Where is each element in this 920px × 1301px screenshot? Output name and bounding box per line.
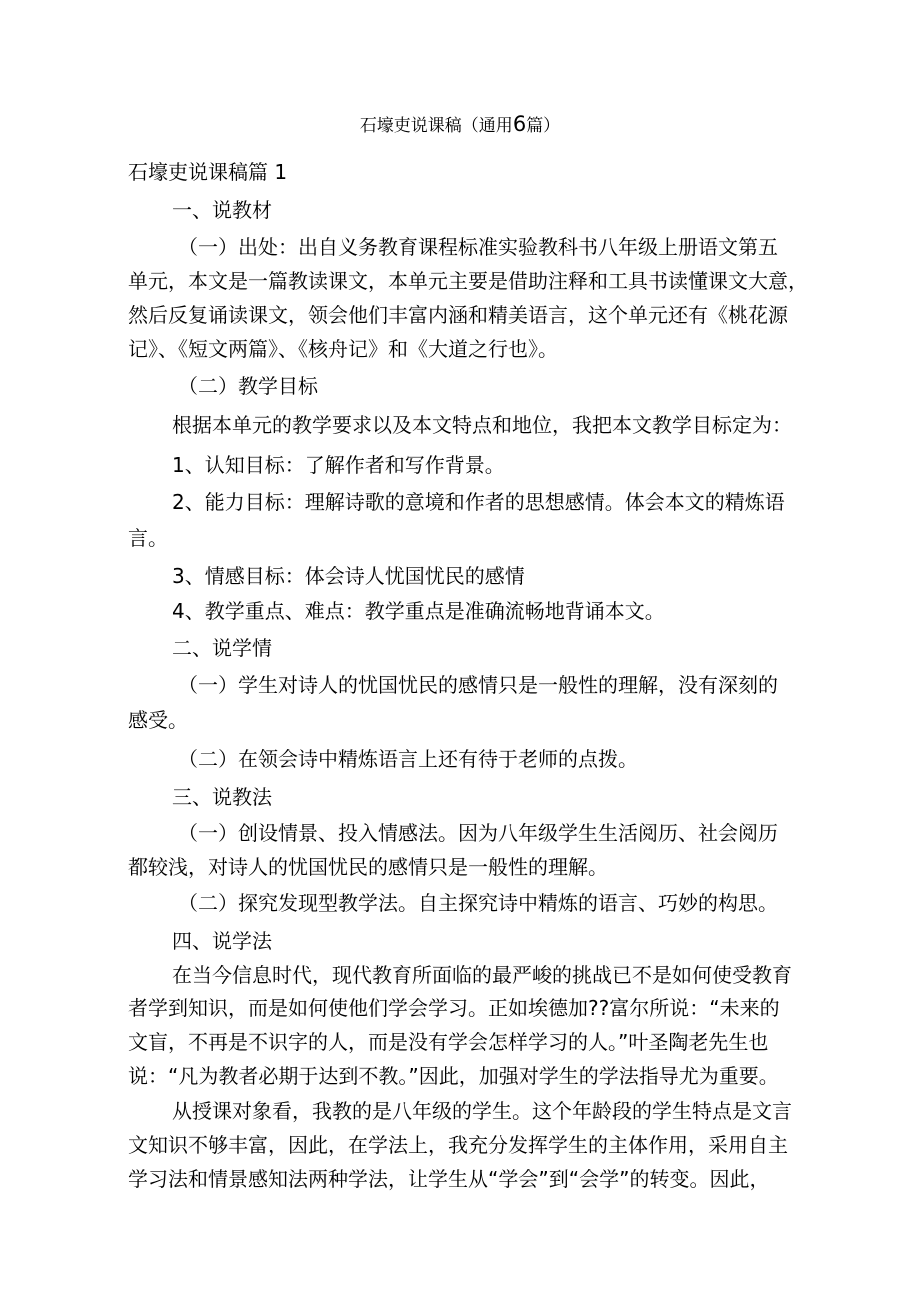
paragraph-line: 学习法和情景感知法两种学法，让学生从“学会”到“会学”的转变。因此， <box>128 1167 770 1191</box>
paragraph-line: 然后反复诵读课文，领会他们丰富内涵和精美语言，这个单元还有《桃花源 <box>128 303 788 327</box>
paragraph-line: 文知识不够丰富，因此，在学法上，我充分发挥学生的主体作用，采用自主 <box>128 1133 788 1157</box>
paragraph-line: 从授课对象看，我教的是八年级的学生。这个年龄段的学生特点是文言 <box>172 1099 792 1123</box>
paragraph-line: （二）探究发现型教学法。自主探究诗中精炼的语言、巧妙的构思。 <box>178 891 778 915</box>
paragraph-line: 感受。 <box>128 708 188 732</box>
heading-methods: 三、说教法 <box>172 785 272 809</box>
heading-learning: 四、说学法 <box>172 929 272 953</box>
heading-students: 二、说学情 <box>172 636 272 660</box>
document-title-prefix: 石壕吏说课稿（通用 <box>359 116 513 136</box>
paragraph-line: （一）创设情景、投入情感法。因为八年级学生生活阅历、社会阅历 <box>178 821 778 845</box>
list-item: 2、能力目标：理解诗歌的意境和作者的思想感情。体会本文的精炼语 <box>172 490 785 514</box>
paragraph-line: 文盲，不再是不识字的人，而是没有学会怎样学习的人。”叶圣陶老先生也 <box>128 1030 769 1054</box>
paragraph-line: 言。 <box>128 526 168 550</box>
document-title-suffix: 篇） <box>526 116 561 136</box>
paragraph-line: （二）在领会诗中精炼语言上还有待于老师的点拨。 <box>178 747 638 771</box>
paragraph-line: （一）学生对诗人的忧国忧民的感情只是一般性的理解，没有深刻的 <box>178 673 778 697</box>
heading-textbook: 一、说教材 <box>172 198 272 222</box>
list-item: 4、教学重点、难点：教学重点是准确流畅地背诵本文。 <box>172 599 665 623</box>
paragraph-line: 说：“凡为教者必期于达到不教。”因此，加强对学生的学法指导尤为重要。 <box>128 1064 779 1088</box>
list-item: 1、认知目标：了解作者和写作背景。 <box>172 453 505 477</box>
document-title <box>0 112 920 138</box>
paragraph-line: 在当今信息时代，现代教育所面临的最严峻的挑战已不是如何使受教育 <box>172 963 792 987</box>
section-heading: 石壕吏说课稿篇 1 <box>128 160 288 184</box>
paragraph-line: 者学到知识，而是如何使他们学会学习。正如埃德加??富尔所说：“未来的 <box>128 996 780 1020</box>
paragraph-line: 都较浅，对诗人的忧国忧民的感情只是一般性的理解。 <box>128 855 608 879</box>
list-item: 3、情感目标：体会诗人忧国忧民的感情 <box>172 564 525 588</box>
paragraph-line: （一）出处：出自义务教育课程标准实验教科书八年级上册语文第五 <box>178 235 778 259</box>
paragraph-line: 记》、《短文两篇》、《核舟记》和《大道之行也》。 <box>128 337 558 361</box>
subheading-goals: （二）教学目标 <box>178 374 318 398</box>
paragraph-line: 根据本单元的教学要求以及本文特点和地位，我把本文教学目标定为： <box>172 413 792 437</box>
paragraph-line: 单元，本文是一篇教读课文，本单元主要是借助注释和工具书读懂课文大意， <box>128 269 808 293</box>
document-title-number: 6 <box>512 112 527 136</box>
